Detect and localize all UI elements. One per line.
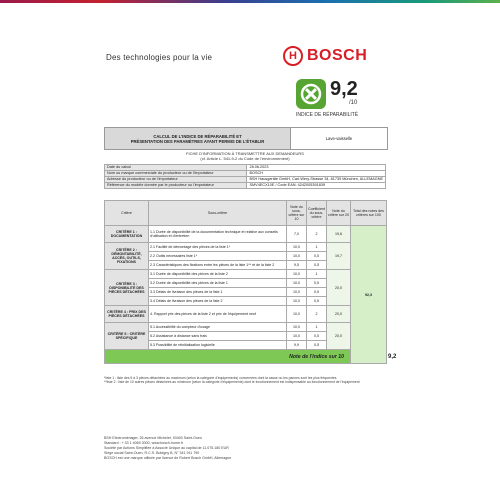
table-header (105, 201, 387, 226)
info-value: BSH Hausgeräte GmbH, Carl-Wery-Strasse 34, 81739 München, ALLEMAGNE (247, 177, 386, 183)
info-value: SMV4ECX10E / Code EAN: 4242005391839 (247, 183, 386, 189)
brand-name: BOSCH (307, 47, 368, 64)
footnote: **liste 2 : liste de 10 autres pièces détachées au minimum (selon la catégorie d'équipements) dont le fonctionnement est indispensable au fonctionnement de l'équipement (104, 380, 360, 385)
subcriterion-note: 10,0 (287, 323, 307, 332)
address-line: BSH Electroménager, 26 avenue Michelet, 93400 Saint-Ouen (104, 436, 202, 440)
repairability-badge (296, 77, 369, 118)
document-title (104, 127, 388, 150)
subcriterion-label: 2.2 Outils nécessaires liste 1* (149, 252, 287, 261)
col-header-total: Total des notes des critères sur 100 (351, 201, 387, 226)
address-line: Société par Actions Simplifiée à Associé Unique au capital de 11.075.180 EUR (104, 446, 229, 450)
subcriterion-coef: 0,5 (307, 279, 327, 288)
criterion-name: CRITÈRE 2 : DÉMONTABILITÉ, ACCÈS, OUTILS, FIXATIONS (105, 243, 149, 270)
subcriterion-label: 2.3 Caractéristiques des fixations entre les pièces de la liste 1** et de la liste 2 (149, 261, 287, 270)
table-row (105, 243, 387, 252)
table-row (105, 306, 387, 323)
criterion-score: 19,6 (327, 226, 351, 243)
subcriterion-coef: 0,5 (307, 288, 327, 297)
title-line-1: CALCUL DE L'INDICE DE RÉPARABILITÉ ET (153, 133, 242, 139)
subcriterion-note: 10,0 (287, 279, 307, 288)
score-caption: INDICE DE RÉPARABILITÉ (296, 112, 359, 118)
subcriterion-note: 10,0 (287, 288, 307, 297)
table-row (105, 270, 387, 279)
info-label: Nom ou marque commerciale du producteur ou de l'importateur (105, 171, 247, 177)
info-label: Référence du modèle donnée par le producteur ou l'importateur (105, 183, 247, 189)
subcriterion-coef: 1 (307, 323, 327, 332)
subcriterion-coef: 2 (307, 226, 327, 243)
product-info-table (104, 164, 386, 189)
notice-line-1: FICHE D'INFORMATION À TRANSMETTRE AUX DEMANDEURS (186, 151, 304, 156)
company-address (104, 436, 304, 461)
subcriterion-label: 5.2 Assistance à distance sans frais (149, 332, 287, 341)
total-score: 92,3 (351, 226, 387, 364)
subcriterion-coef: 0,5 (307, 341, 327, 350)
col-header-criterion-score: Note du critère sur 20 (327, 201, 351, 226)
criterion-name: CRITÈRE 3 : DISPONIBILITÉ DES PIÈCES DÉTACHÉES (105, 270, 149, 306)
criterion-score: 20,0 (327, 270, 351, 306)
notice-line-2: (cf. Article L. 541-9-2 du Code de l'environnement) (200, 156, 290, 161)
bosch-armature-icon (283, 46, 303, 66)
subcriterion-coef: 0,5 (307, 252, 327, 261)
footnote: *liste 1 : liste des 5 à 3 pièces détachées au maximum (selon la catégorie d'équipements) concernées dont la casse ou les pannes sont les plus fréquentes (104, 376, 337, 380)
subcriterion-coef: 0,5 (307, 261, 327, 270)
tagline: Des technologies pour la vie (106, 53, 213, 62)
criterion-score: 20,0 (327, 323, 351, 350)
subcriterion-label: 3.1 Durée de disponibilité des pièces de la liste 2 (149, 270, 287, 279)
footnotes (104, 376, 386, 384)
color-stripe (0, 0, 500, 3)
subcriterion-label: 3.2 Durée de disponibilité des pièces de la liste 1 (149, 279, 287, 288)
subcriterion-note: 10,0 (287, 252, 307, 261)
subcriterion-label: 3.3 Délais de livraison des pièces de la liste 1 (149, 288, 287, 297)
info-label: Date du calcul (105, 165, 247, 171)
address-line: Standard : + 33 1 4069 3000, www.bosch-home.fr (104, 441, 184, 445)
subcriterion-label: 3.4 Délais de livraison des pièces de la liste 2 (149, 297, 287, 306)
subcriterion-note: 10,0 (287, 243, 307, 252)
subcriterion-note: 9,5 (287, 261, 307, 270)
subcriterion-label: 2.1 Facilité de démontage des pièces de la liste 1* (149, 243, 287, 252)
subcriterion-coef: 1 (307, 243, 327, 252)
subcriterion-note: 9,9 (287, 341, 307, 350)
subcriterion-label: 5.1 Accessibilité du compteur d'usage (149, 323, 287, 332)
repairability-table (104, 200, 397, 364)
table-row (105, 226, 387, 243)
subcriterion-note: 10,0 (287, 332, 307, 341)
bosch-logo (283, 46, 367, 66)
subcriterion-note: 10,0 (287, 306, 307, 323)
subcriterion-coef: 1 (307, 270, 327, 279)
criterion-score: 19,7 (327, 243, 351, 270)
subcriterion-coef: 2 (307, 306, 327, 323)
subcriterion-label: 5.3 Possibilité de réinitialisation logicielle (149, 341, 287, 350)
subcriterion-coef: 0,5 (307, 332, 327, 341)
criterion-name: CRITÈRE 4 : PRIX DES PIÈCES DÉTACHÉES (105, 306, 149, 323)
subcriterion-note: 10,0 (287, 270, 307, 279)
title-line-2: PRÉSENTATION DES PARAMÈTRES AYANT PERMIS DE L'ÉTABLIR (130, 138, 265, 144)
subcriterion-note: 7,0 (287, 226, 307, 243)
info-value: 28.06.2023 (247, 165, 386, 171)
subcriterion-label: 1.1 Durée de disponibilité de la documentation technique et relative aux conseils d'utilisation et d'entretien (149, 226, 287, 243)
col-header-note: Note du sous-critère sur 10 (287, 201, 307, 226)
col-header-coef: Coefficient du sous-critère (307, 201, 327, 226)
subcriterion-coef: 0,5 (307, 297, 327, 306)
info-value: BOSCH (247, 171, 386, 177)
criterion-name: CRITÈRE 5 : CRITÈRE SPÉCIFIQUE (105, 323, 149, 350)
table-row (105, 323, 387, 332)
info-row (105, 183, 386, 189)
final-score-row: Note de l'indice sur 10 9,2 (105, 350, 387, 364)
col-header-criterion: Critère (105, 201, 149, 226)
subcriterion-note: 10,0 (287, 297, 307, 306)
subcriterion-label: 4. Rapport prix des pièces de la liste 2 et prix de l'équipement neuf (149, 306, 287, 323)
product-category: Lave-vaisselle (325, 136, 353, 141)
repairability-score: 9,2 (330, 78, 358, 100)
criterion-score: 20,0 (327, 306, 351, 323)
info-label: Adresse du producteur ou de l'importateur (105, 177, 247, 183)
repair-tools-icon (296, 79, 326, 109)
address-line: Siège social Saint-Ouen, R.C.S. Bobigny B, N° 341 911 790 (104, 451, 200, 455)
final-score-label: Note de l'indice sur 10 (105, 350, 351, 364)
criterion-name: CRITÈRE 1 : DOCUMENTATION (105, 226, 149, 243)
information-notice (104, 151, 386, 161)
address-line: BOSCH est une marque utilisée par licence de Robert Bosch GmbH, Allemagne (104, 456, 232, 460)
score-denominator: /10 (349, 100, 358, 106)
col-header-subcriterion: Sous-critère (149, 201, 287, 226)
